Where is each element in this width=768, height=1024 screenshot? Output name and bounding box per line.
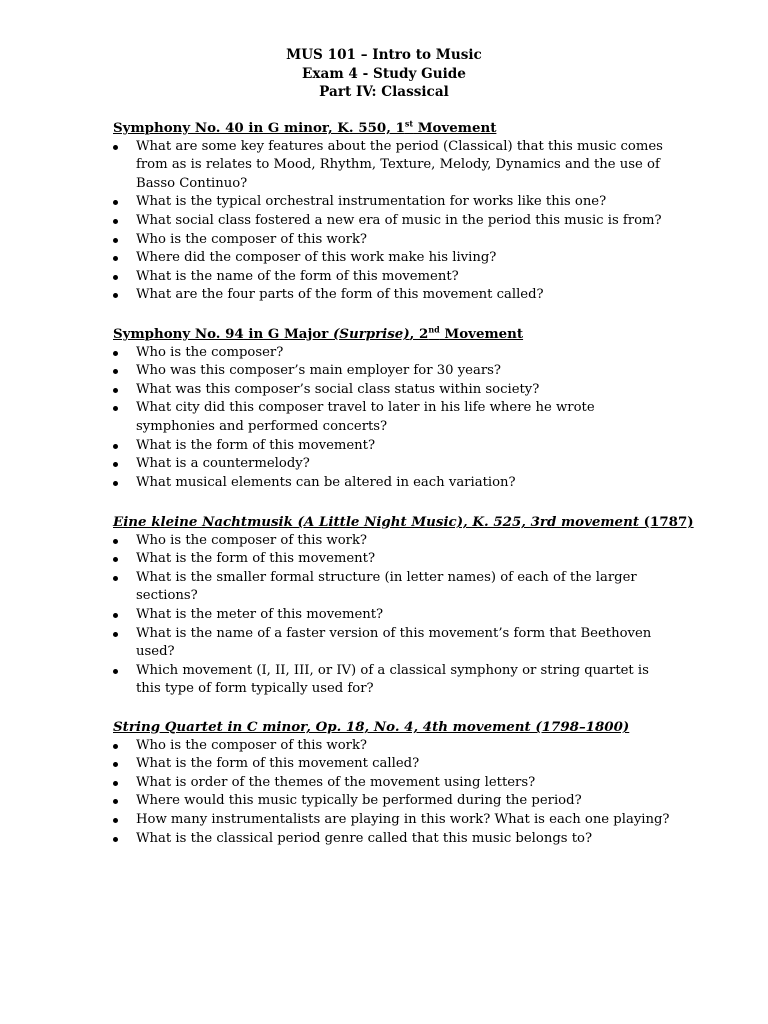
question-text: What is a countermelody? xyxy=(136,456,310,472)
section-eine-kleine-nachtmusik xyxy=(113,513,694,699)
list-item xyxy=(113,606,673,625)
question-text: Who was this composer’s main employer for 30 years? xyxy=(136,363,501,379)
question-text: Who is the composer of this work? xyxy=(136,737,368,753)
bullet-icon xyxy=(113,744,118,749)
heading-italic-text: Eine kleine Nachtmusik (A Little Night Music), K. 525, 3rd movement xyxy=(113,514,640,530)
question-text: What is the name of a faster version of this movement’s form that Beethoven used? xyxy=(136,625,652,660)
bullet-icon xyxy=(113,275,118,280)
question-list xyxy=(113,532,673,699)
heading-superscript: st xyxy=(404,118,414,129)
heading-text: Symphony No. 40 in G minor, K. 550, 1 xyxy=(113,120,405,136)
list-item xyxy=(113,286,673,305)
heading-superscript: nd xyxy=(428,324,440,335)
part-title: Part IV: Classical xyxy=(319,84,449,101)
list-item xyxy=(113,774,673,793)
document-header xyxy=(0,46,768,102)
bullet-icon xyxy=(113,351,118,356)
list-item xyxy=(113,625,673,662)
section-heading xyxy=(113,325,673,344)
heading-text-tail: (1787) xyxy=(639,514,694,530)
question-text: What is the typical orchestral instrumentation for works like this one? xyxy=(136,194,607,210)
list-item xyxy=(113,792,673,811)
heading-text-tail: Movement xyxy=(439,326,524,342)
section-heading xyxy=(113,718,673,737)
bullet-icon xyxy=(113,539,118,544)
list-item xyxy=(113,662,673,699)
question-list xyxy=(113,344,673,493)
list-item xyxy=(113,437,673,456)
list-item xyxy=(113,249,673,268)
question-text: What is the form of this movement? xyxy=(136,437,376,453)
question-text: What is order of the themes of the movement using letters? xyxy=(136,774,536,790)
bullet-icon xyxy=(113,818,118,823)
list-item xyxy=(113,532,673,551)
list-item xyxy=(113,212,673,231)
question-text: What is the name of the form of this movement? xyxy=(136,268,459,284)
section-symphony-94 xyxy=(113,325,673,492)
question-text: What is the smaller formal structure (in letter names) of each of the larger sections? xyxy=(136,569,637,604)
question-text: What is the form of this movement called? xyxy=(136,756,420,772)
question-text: What are the four parts of the form of this movement called? xyxy=(136,287,544,303)
bullet-icon xyxy=(113,781,118,786)
question-text: How many instrumentalists are playing in this work? What is each one playing? xyxy=(136,811,670,827)
bullet-icon xyxy=(113,557,118,562)
section-string-quartet xyxy=(113,718,673,848)
question-text: Who is the composer of this work? xyxy=(136,532,368,548)
list-item xyxy=(113,811,673,830)
question-text: What musical elements can be altered in each variation? xyxy=(136,474,516,490)
bullet-icon xyxy=(113,406,118,411)
question-list xyxy=(113,138,673,305)
heading-text-tail: Movement xyxy=(413,120,497,136)
bullet-icon xyxy=(113,219,118,224)
bullet-icon xyxy=(113,669,118,674)
section-heading xyxy=(113,513,694,532)
question-text: What city did this composer travel to later in his life where he wrote symphonies and performed concerts? xyxy=(136,400,595,434)
list-item xyxy=(113,268,673,287)
heading-text: Symphony No. 94 in G Major xyxy=(113,326,333,342)
question-text: Which movement (I, II, III, or IV) of a classical symphony or string quartet is this type of form typically used for? xyxy=(136,662,649,697)
question-text: What was this composer’s social class status within society? xyxy=(136,381,540,397)
bullet-icon xyxy=(113,200,118,205)
list-item xyxy=(113,231,673,250)
list-item xyxy=(113,830,673,849)
bullet-icon xyxy=(113,462,118,467)
bullet-icon xyxy=(113,799,118,804)
list-item xyxy=(113,381,673,400)
question-text: Who is the composer? xyxy=(136,344,284,360)
list-item xyxy=(113,550,673,569)
question-text: What is the meter of this movement? xyxy=(136,606,384,622)
list-item xyxy=(113,362,673,381)
bullet-icon xyxy=(113,145,118,150)
bullet-icon xyxy=(113,632,118,637)
question-text: What are some key features about the period (Classical) that this music comes from as is relates to Mood, Rhythm, Texture, Melody, Dynamics and the use of Basso Continuo? xyxy=(136,138,663,191)
list-item xyxy=(113,474,673,493)
question-text: What is the form of this movement? xyxy=(136,551,376,567)
heading-italic-text: (Surprise) xyxy=(332,326,410,342)
bullet-icon xyxy=(113,256,118,261)
list-item xyxy=(113,737,673,756)
course-title: MUS 101 – Intro to Music xyxy=(286,47,482,63)
list-item xyxy=(113,755,673,774)
list-item xyxy=(113,455,673,474)
section-heading xyxy=(113,119,673,138)
bullet-icon xyxy=(113,613,118,618)
bullet-icon xyxy=(113,481,118,486)
bullet-icon xyxy=(113,388,118,393)
heading-italic-text: String Quartet in C minor, Op. 18, No. 4, 4th movement (1798–1800) xyxy=(113,719,630,735)
bullet-icon xyxy=(113,293,118,298)
question-text: Where did the composer of this work make his living? xyxy=(136,250,497,266)
bullet-icon xyxy=(113,837,118,842)
list-item xyxy=(113,138,673,194)
list-item xyxy=(113,569,673,606)
exam-title: Exam 4 - Study Guide xyxy=(302,65,466,82)
bullet-icon xyxy=(113,369,118,374)
bullet-icon xyxy=(113,762,118,767)
heading-text-mid: , 2 xyxy=(409,326,429,342)
question-text: What social class fostered a new era of music in the period this music is from? xyxy=(136,212,662,228)
section-symphony-40 xyxy=(113,119,673,305)
question-text: Who is the composer of this work? xyxy=(136,231,368,247)
bullet-icon xyxy=(113,576,118,581)
question-list xyxy=(113,737,673,849)
list-item xyxy=(113,399,673,436)
list-item xyxy=(113,193,673,212)
question-text: Where would this music typically be performed during the period? xyxy=(136,793,582,809)
question-text: What is the classical period genre called that this music belongs to? xyxy=(136,830,593,846)
bullet-icon xyxy=(113,444,118,449)
bullet-icon xyxy=(113,238,118,243)
list-item xyxy=(113,344,673,363)
